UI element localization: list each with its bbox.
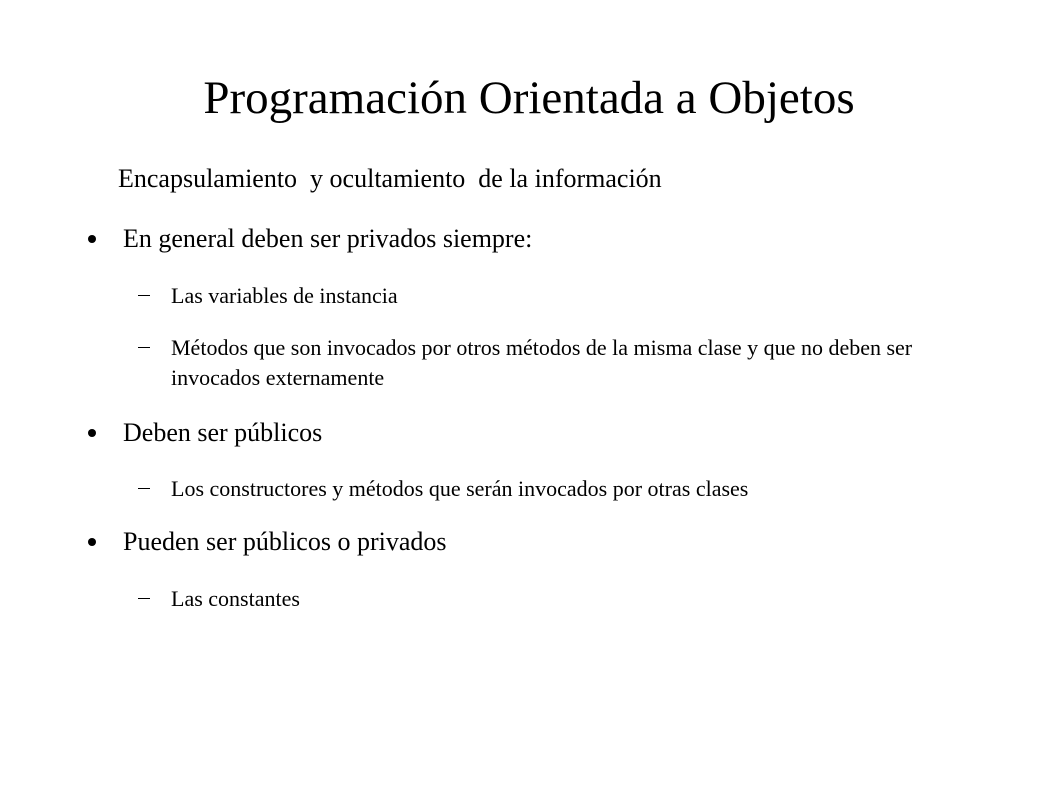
slide-title: Programación Orientada a Objetos <box>203 72 855 124</box>
sub-item-text: Métodos que son invocados por otros métodos de la misma clase y que no deben ser invocados externamente <box>171 335 913 390</box>
sub-item-text: Los constructores y métodos que serán invocados por otras clases <box>171 476 749 501</box>
dash-icon <box>138 488 150 489</box>
bullet-text: Pueden ser públicos o privados <box>123 527 447 556</box>
sub-item-text: Las constantes <box>171 586 300 611</box>
dash-icon <box>138 598 150 599</box>
bullet-dot-icon <box>88 429 96 437</box>
sub-item-text: Las variables de instancia <box>171 283 398 308</box>
bullet-text: Deben ser públicos <box>123 418 323 447</box>
bullet-dot-icon <box>88 538 96 546</box>
dash-icon <box>138 347 150 348</box>
slide-subtitle: Encapsulamiento y ocultamiento de la información <box>118 164 662 193</box>
bullet-text: En general deben ser privados siempre: <box>123 224 533 253</box>
dash-icon <box>138 295 150 296</box>
bullet-dot-icon <box>88 235 96 243</box>
